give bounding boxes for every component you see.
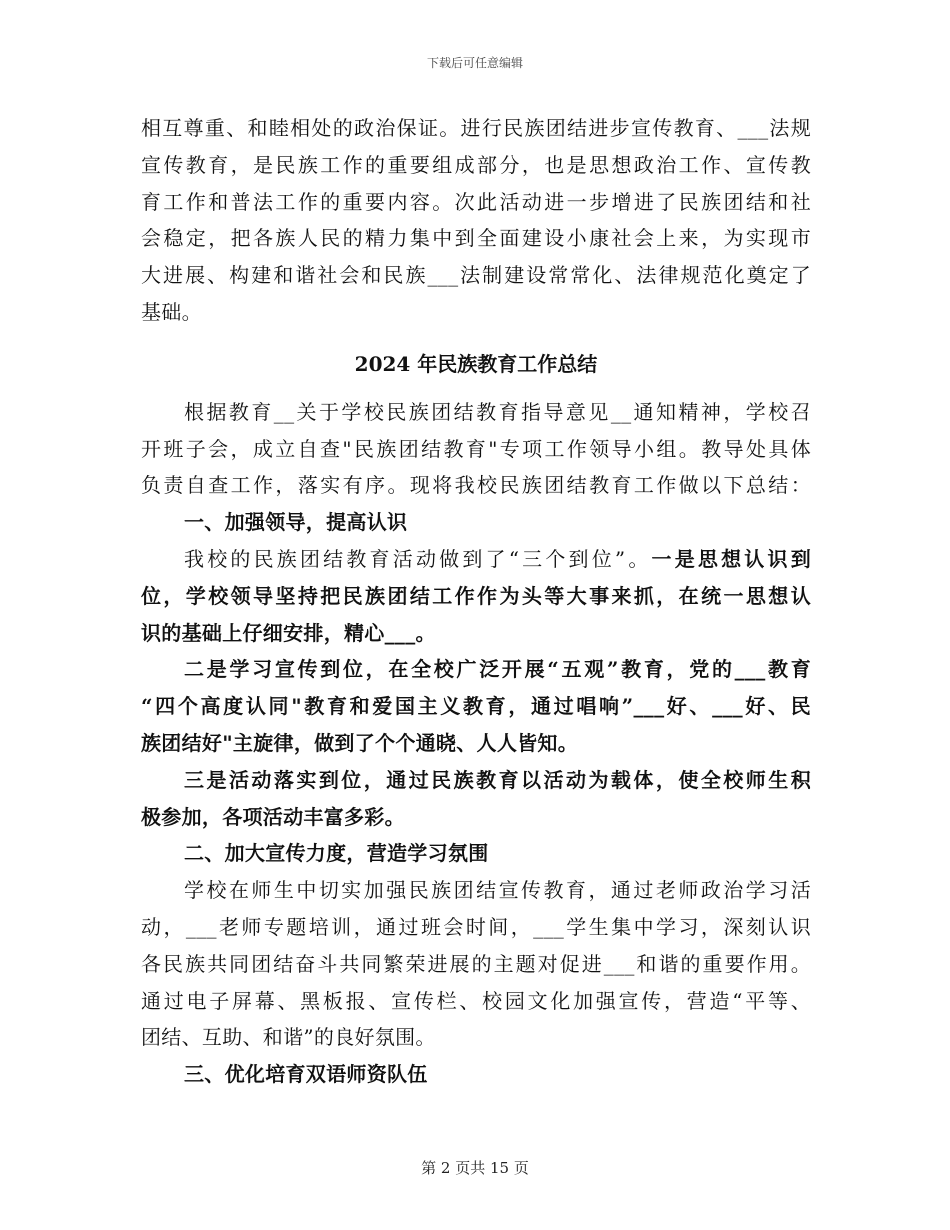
paragraph-study-publicity — [141, 651, 811, 761]
paragraph-publicity — [141, 872, 811, 1056]
text-line: “四个高度认同"教育和爱国主义教育，通过唱响”___好、___好、民 — [141, 694, 811, 719]
text-line — [141, 541, 811, 578]
text-line: 识的基础上仔细安排，精心___。 — [141, 620, 436, 645]
text-normal: 我校的民族团结教育活动做到了“三个到位”。 — [184, 546, 652, 571]
text-line: 宣传教育，是民族工作的重要组成部分，也是思想政治工作、宣传教 — [141, 152, 811, 177]
section-heading-3: 三、优化培育双语师资队伍 — [184, 1062, 428, 1087]
text-bold: 一是思想认识到 — [651, 546, 811, 571]
text-line: 相互尊重、和睦相处的政治保证。进行民族团结进步宣传教育、___法规 — [141, 116, 811, 140]
text-line: 开班子会，成立自查"民族团结教育"专项工作领导小组。教导处具体 — [141, 436, 811, 461]
text-line: 大进展、构建和谐社会和民族___法制建设常常化、法律规范化奠定了 — [141, 263, 811, 288]
section-heading-1: 一、加强领导，提高认识 — [184, 510, 408, 535]
text-line: 二是学习宣传到位，在全校广泛开展“五观”教育，党的___教育 — [184, 657, 811, 682]
page-header: 下载后可任意编辑 — [426, 56, 523, 70]
page-footer: 第 2 页共 15 页 — [421, 1159, 529, 1177]
document-body — [141, 110, 811, 1093]
paragraph-three-in-place — [141, 541, 811, 651]
text-line: 位，学校领导坚持把民族团结工作作为头等大事来抓，在统一思想认 — [141, 583, 811, 608]
section-heading-2: 二、加大宣传力度，营造学习氛围 — [184, 841, 489, 866]
text-line: 动，___老师专题培训，通过班会时间，___学生集中学习，深刻认识 — [141, 914, 811, 939]
text-line: 族团结好"主旋律，做到了个个通晓、人人皆知。 — [141, 730, 579, 755]
text-line: 育工作和普法工作的重要内容。次此活动进一步增进了民族团结和社 — [141, 189, 811, 214]
text-line: 根据教育__关于学校民族团结教育指导意见__通知精神，学校召 — [184, 399, 811, 424]
text-line: 通过电子屏幕、黑板报、宣传栏、校园文化加强宣传，营造“平等、 — [141, 988, 811, 1013]
text-line: 负责自查工作，落实有序。现将我校民族团结教育工作做以下总结： — [141, 473, 811, 498]
text-line: 极参加，各项活动丰富多彩。 — [141, 804, 405, 829]
intro-paragraph — [141, 110, 811, 331]
text-line: 团结、互助、和谐”的良好氛围。 — [141, 1025, 436, 1050]
text-line: 学校在师生中切实加强民族团结宣传教育，通过老师政治学习活 — [184, 878, 811, 903]
document-title: 2024 年民族教育工作总结 — [354, 351, 598, 376]
paragraph-basis — [141, 394, 811, 504]
text-line: 各民族共同团结奋斗共同繁荣进展的主题对促进___和谐的重要作用。 — [141, 951, 811, 976]
text-line: 会稳定，把各族人民的精力集中到全面建设小康社会上来，为实现市 — [141, 226, 811, 251]
text-line: 基础。 — [141, 299, 202, 324]
text-line: 三是活动落实到位，通过民族教育以活动为载体，使全校师生积 — [184, 767, 811, 792]
paragraph-activities — [141, 762, 811, 836]
